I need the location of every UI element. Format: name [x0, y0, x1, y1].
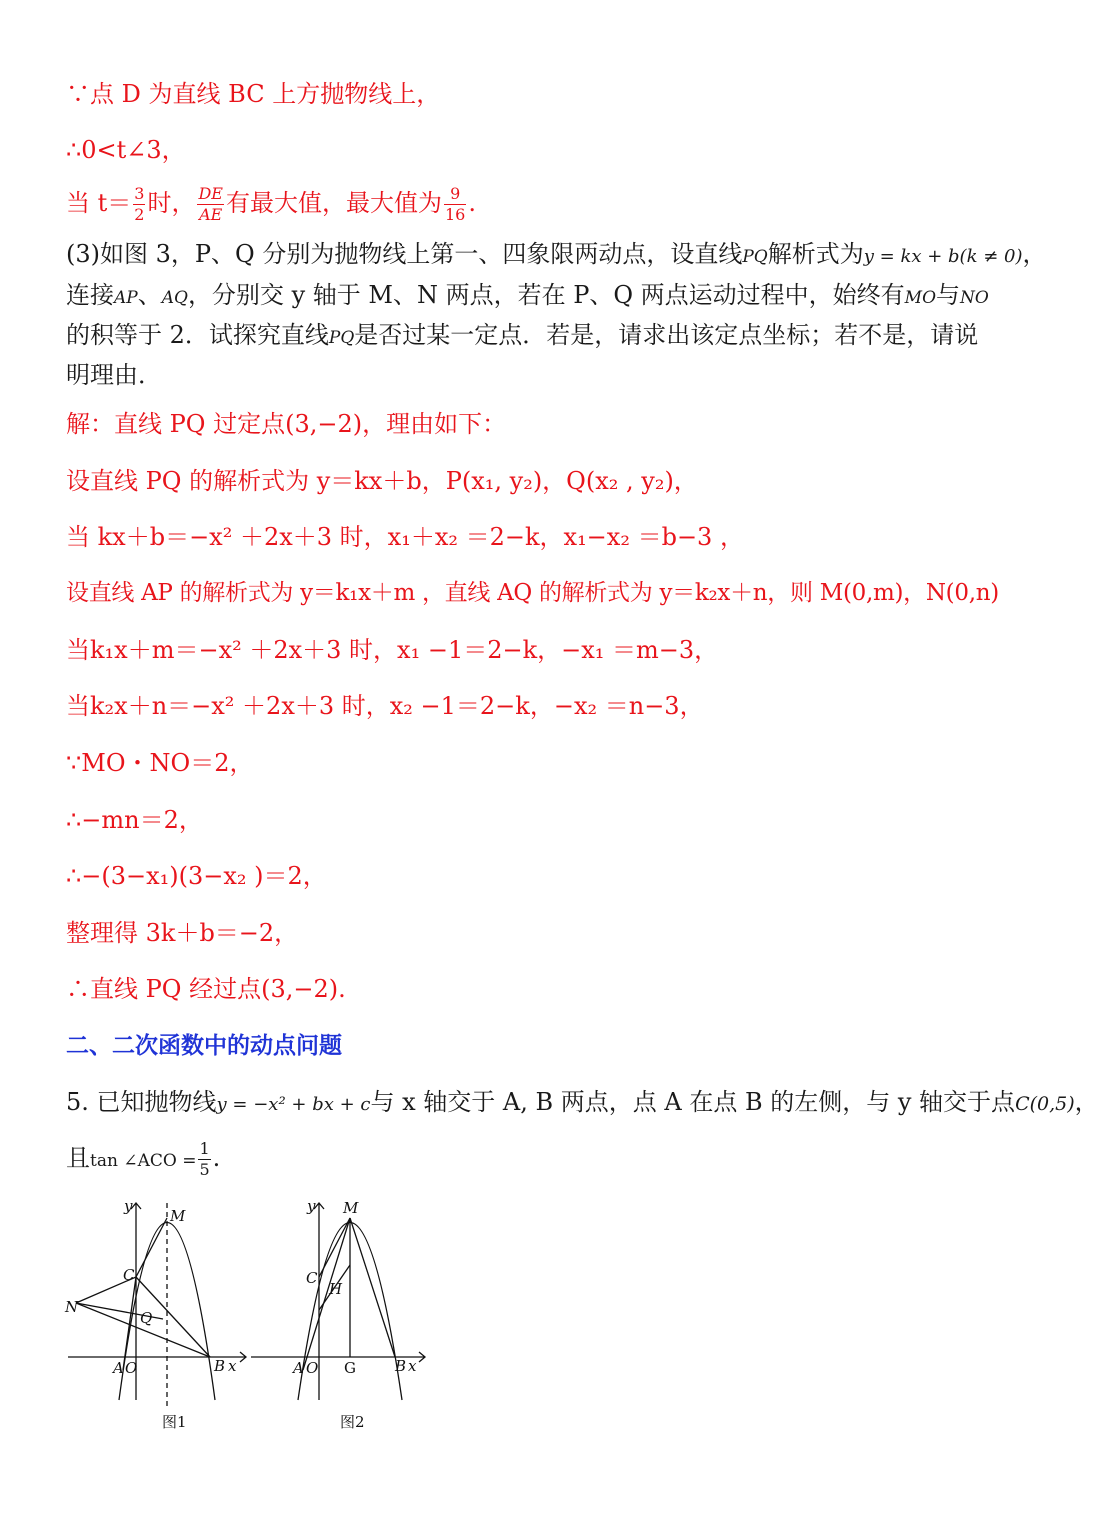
solution-3-line-6: 当k₂x＋n＝−x² ＋2x＋3 时，x₂ −1＝2−k，−x₂ ＝n−3， — [66, 692, 704, 720]
solution-3-line-11: ∴直线 PQ 经过点(3,−2). — [66, 975, 346, 1003]
solution-3-line-8: ∴−mn＝2， — [66, 806, 203, 834]
fig1-label-x: x — [228, 1357, 237, 1375]
fig2-label-x: x — [408, 1357, 417, 1375]
solution-3-line-5: 当k₁x＋m＝−x² ＋2x＋3 时，x₁ −1＝2−k，−x₁ ＝m−3， — [66, 636, 719, 664]
solution-3-line-3: 当 kx＋b＝−x² ＋2x＋3 时，x₁＋x₂ ＝2−k，x₁−x₂ ＝b−3 ， — [66, 523, 744, 551]
pq-formula: y = kx + b(k ≠ 0) — [863, 246, 1023, 267]
fig2-label-m: M — [343, 1199, 359, 1217]
fraction-de-ae: $\frac{DE}{AE}$ — [198, 184, 223, 224]
question-3-line-3: 的积等于 2．试探究直线PQ是否过某一定点．若是，请求出该定点坐标；若不是，请说 — [66, 321, 979, 349]
question-3-line-1: (3)如图 3，P、Q 分别为抛物线上第一、四象限两动点，设直线PQ解析式为y = kx + b(k ≠ 0)， — [66, 240, 1047, 268]
fraction-9-16: $\frac{9}{16}$ — [444, 184, 466, 224]
solution-3-line-10: 整理得 3k＋b＝−2， — [66, 919, 299, 947]
fig1-label-q: Q — [140, 1309, 153, 1327]
section-heading: 二、二次函数中的动点问题 — [66, 1033, 342, 1059]
fig2-label-g: G — [344, 1359, 356, 1377]
figure-2 — [245, 1195, 435, 1435]
fig1-caption: 图1 — [162, 1413, 187, 1431]
parabola-formula: y = −x² + bx + c — [216, 1094, 371, 1115]
fig1-label-m: M — [170, 1207, 186, 1225]
solution-3-line-7: ∵MO・NO＝2， — [66, 749, 254, 777]
fig2-label-o: O — [306, 1359, 319, 1377]
fig2-caption: 图2 — [340, 1413, 365, 1431]
fig1-label-n: N — [65, 1298, 79, 1316]
solution-3-line-4: 设直线 AP 的解析式为 y＝k₁x＋m ，直线 AQ 的解析式为 y＝k₂x＋n，则 M(0,m)，N(0,n) — [66, 580, 999, 606]
solution-3-line-9: ∴−(3−x₁)(3−x₂ )＝2， — [66, 862, 327, 890]
fig1-label-y: y — [124, 1197, 133, 1215]
fig1-label-c: C — [123, 1266, 135, 1284]
question-3-line-4: 明理由． — [66, 361, 162, 389]
fig2-label-b: B — [395, 1357, 407, 1375]
fig1-line-ac — [123, 1277, 136, 1370]
fig2-label-y: y — [307, 1197, 316, 1215]
solution-3-line-2: 设直线 PQ 的解析式为 y＝kx＋b，P(x₁, y₂)，Q(x₂ , y₂)， — [66, 467, 698, 495]
problem-5-line-1: 5. 已知抛物线y = −x² + bx + c与 x 轴交于 A, B 两点，点 A 在点 B 的左侧，与 y 轴交于点C(0,5)， — [66, 1088, 1099, 1116]
fig1-label-a: A — [113, 1359, 124, 1377]
fig1-line-cm — [136, 1218, 167, 1277]
fig2-line-mb — [350, 1218, 395, 1357]
fig1-label-b: B — [214, 1357, 226, 1375]
fraction-1-5: $\frac{1}{5}$ — [199, 1139, 210, 1179]
figure-1 — [62, 1195, 252, 1435]
fig1-label-o: O — [125, 1359, 138, 1377]
tan-formula: tan ∠ACO = — [90, 1151, 197, 1171]
fig2-label-h: H — [329, 1280, 343, 1298]
solution-line-1: ∵点 D 为直线 BC 上方抛物线上， — [66, 80, 441, 108]
question-3-line-2: 连接AP、AQ，分别交 y 轴于 M、N 两点，若在 P、Q 两点运动过程中，始终有MO与NO — [66, 281, 989, 309]
problem-5-line-2: 且tan ∠ACO = $\frac{1}{5}$ . — [66, 1139, 221, 1179]
solution-line-3: 当 t＝ $\frac{3}{2}$ 时， $\frac{DE}{AE}$ 有最大值，最大值为 $\frac{9}{16}$ . — [66, 184, 476, 224]
fig2-line-am — [303, 1218, 350, 1370]
fig2-label-c: C — [306, 1269, 318, 1287]
fraction-3-2: $\frac{3}{2}$ — [134, 184, 145, 224]
solution-line-2: ∴0<t∠3， — [66, 136, 186, 164]
solution-3-line-1: 解：直线 PQ 过定点(3,−2)，理由如下： — [66, 410, 507, 438]
fig2-label-a: A — [293, 1359, 304, 1377]
